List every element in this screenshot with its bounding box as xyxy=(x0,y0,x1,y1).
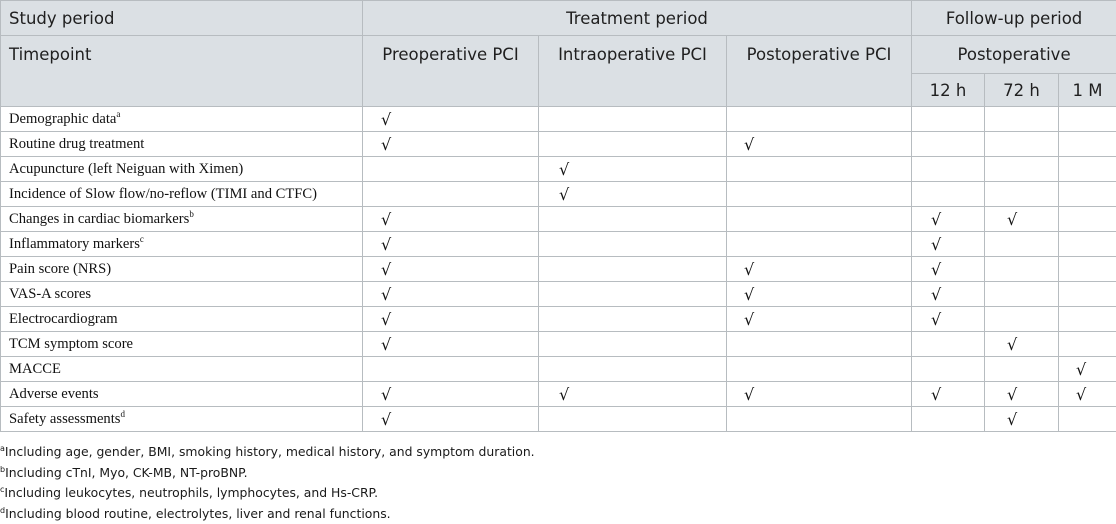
row-label xyxy=(1,107,363,132)
header-followup-period: Follow-up period xyxy=(912,1,1116,36)
row-label xyxy=(1,382,363,407)
check-mark: √ xyxy=(1007,334,1018,354)
cell-intraoperative-pci xyxy=(539,382,727,407)
cell-preoperative-pci xyxy=(363,232,539,257)
table-row xyxy=(1,382,1116,407)
cell-preoperative-pci xyxy=(363,132,539,157)
header-preoperative-pci: Preoperative PCI xyxy=(363,36,539,107)
cell-72h xyxy=(985,132,1059,157)
check-mark: √ xyxy=(931,209,942,229)
cell-intraoperative-pci xyxy=(539,107,727,132)
cell-1m xyxy=(1059,332,1116,357)
table-row xyxy=(1,332,1116,357)
check-mark: √ xyxy=(744,309,755,329)
cell-preoperative-pci xyxy=(363,107,539,132)
cell-intraoperative-pci xyxy=(539,257,727,282)
row-label-text: Electrocardiogram xyxy=(9,310,118,327)
cell-72h xyxy=(985,157,1059,182)
row-label-text: Safety assessments xyxy=(9,410,121,427)
cell-12h xyxy=(912,182,985,207)
cell-intraoperative-pci xyxy=(539,407,727,432)
cell-intraoperative-pci xyxy=(539,357,727,382)
check-mark: √ xyxy=(931,259,942,279)
cell-1m xyxy=(1059,132,1116,157)
check-mark: √ xyxy=(559,159,570,179)
cell-12h xyxy=(912,307,985,332)
row-label xyxy=(1,207,363,232)
cell-postoperative-pci xyxy=(727,357,912,382)
cell-12h xyxy=(912,257,985,282)
cell-72h xyxy=(985,332,1059,357)
cell-postoperative-pci xyxy=(727,132,912,157)
footnote-marker: a xyxy=(116,108,121,119)
row-label-text: Incidence of Slow flow/no-reflow (TIMI and CTFC) xyxy=(9,185,318,202)
cell-intraoperative-pci xyxy=(539,157,727,182)
cell-1m xyxy=(1059,232,1116,257)
check-mark: √ xyxy=(1007,209,1018,229)
cell-preoperative-pci xyxy=(363,257,539,282)
table-row xyxy=(1,182,1116,207)
cell-72h xyxy=(985,207,1059,232)
check-mark: √ xyxy=(381,209,392,229)
cell-1m xyxy=(1059,182,1116,207)
check-mark: √ xyxy=(381,284,392,304)
cell-12h xyxy=(912,357,985,382)
check-mark: √ xyxy=(931,234,942,254)
cell-postoperative-pci xyxy=(727,307,912,332)
cell-postoperative-pci xyxy=(727,157,912,182)
cell-72h xyxy=(985,232,1059,257)
cell-intraoperative-pci xyxy=(539,332,727,357)
check-mark: √ xyxy=(381,384,392,404)
row-label-text: TCM symptom score xyxy=(9,335,134,352)
footnotes xyxy=(0,442,1116,524)
check-mark: √ xyxy=(931,384,942,404)
header-72h: 72 h xyxy=(985,74,1059,107)
cell-12h xyxy=(912,382,985,407)
check-mark: √ xyxy=(931,309,942,329)
cell-postoperative-pci xyxy=(727,407,912,432)
cell-1m xyxy=(1059,382,1116,407)
header-12h: 12 h xyxy=(912,74,985,107)
check-mark: √ xyxy=(559,184,570,204)
cell-12h xyxy=(912,232,985,257)
header-study-period: Study period xyxy=(1,1,363,36)
cell-postoperative-pci xyxy=(727,207,912,232)
cell-12h xyxy=(912,107,985,132)
footnote-text: Including blood routine, electrolytes, liver and renal functions. xyxy=(5,505,391,521)
cell-intraoperative-pci xyxy=(539,132,727,157)
table-row xyxy=(1,357,1116,382)
table-row xyxy=(1,407,1116,432)
cell-preoperative-pci xyxy=(363,407,539,432)
check-mark: √ xyxy=(1007,409,1018,429)
cell-1m xyxy=(1059,207,1116,232)
row-label-text: Changes in cardiac biomarkers xyxy=(9,210,190,227)
cell-12h xyxy=(912,157,985,182)
table-row xyxy=(1,132,1116,157)
footnote xyxy=(0,463,1116,484)
footnote-text: Including age, gender, BMI, smoking history, medical history, and symptom duration. xyxy=(4,444,535,459)
check-mark: √ xyxy=(1007,384,1018,404)
cell-72h xyxy=(985,107,1059,132)
header-postoperative: Postoperative xyxy=(912,36,1116,74)
footnote-text: Including leukocytes, neutrophils, lymphocytes, and Hs-CRP. xyxy=(4,485,379,500)
cell-intraoperative-pci xyxy=(539,182,727,207)
footnote-letter: d xyxy=(0,505,6,515)
check-mark: √ xyxy=(381,334,392,354)
check-mark: √ xyxy=(381,309,392,329)
cell-1m xyxy=(1059,257,1116,282)
cell-1m xyxy=(1059,282,1116,307)
cell-intraoperative-pci xyxy=(539,307,727,332)
table-row xyxy=(1,107,1116,132)
check-mark: √ xyxy=(744,384,755,404)
check-mark: √ xyxy=(381,409,392,429)
check-mark: √ xyxy=(381,134,392,154)
footnote-letter: b xyxy=(0,464,6,474)
footnote-marker: d xyxy=(120,408,125,419)
table-row xyxy=(1,157,1116,182)
row-label xyxy=(1,407,363,432)
row-label xyxy=(1,132,363,157)
cell-postoperative-pci xyxy=(727,282,912,307)
row-label-text: Adverse events xyxy=(9,385,99,402)
row-label xyxy=(1,282,363,307)
check-mark: √ xyxy=(381,109,392,129)
cell-72h xyxy=(985,257,1059,282)
row-label-text: Acupuncture (left Neiguan with Ximen) xyxy=(9,160,244,177)
cell-preoperative-pci xyxy=(363,282,539,307)
row-label xyxy=(1,157,363,182)
check-mark: √ xyxy=(744,134,755,154)
table-row xyxy=(1,257,1116,282)
header-postoperative-pci: Postoperative PCI xyxy=(727,36,912,107)
table-row xyxy=(1,232,1116,257)
footnote xyxy=(0,483,1116,504)
header-treatment-period: Treatment period xyxy=(363,1,912,36)
cell-72h xyxy=(985,282,1059,307)
footnote-letter: c xyxy=(0,484,5,494)
footnote-marker: c xyxy=(139,233,144,244)
check-mark: √ xyxy=(381,259,392,279)
cell-intraoperative-pci xyxy=(539,207,727,232)
cell-intraoperative-pci xyxy=(539,232,727,257)
table-row xyxy=(1,307,1116,332)
row-label xyxy=(1,332,363,357)
cell-72h xyxy=(985,182,1059,207)
header-1m: 1 M xyxy=(1059,74,1116,107)
cell-preoperative-pci xyxy=(363,332,539,357)
cell-72h xyxy=(985,382,1059,407)
footnote-marker: b xyxy=(189,208,194,219)
cell-postoperative-pci xyxy=(727,107,912,132)
check-mark: √ xyxy=(931,284,942,304)
row-label-text: Inflammatory markers xyxy=(9,235,140,252)
cell-preoperative-pci xyxy=(363,382,539,407)
cell-72h xyxy=(985,407,1059,432)
check-mark: √ xyxy=(1076,384,1087,404)
cell-preoperative-pci xyxy=(363,207,539,232)
cell-72h xyxy=(985,357,1059,382)
cell-postoperative-pci xyxy=(727,332,912,357)
check-mark: √ xyxy=(744,259,755,279)
footnote-text: Including cTnI, Myo, CK-MB, NT-proBNP. xyxy=(5,464,248,480)
row-label xyxy=(1,357,363,382)
cell-postoperative-pci xyxy=(727,232,912,257)
footnote xyxy=(0,442,1116,463)
table-row xyxy=(1,207,1116,232)
footnote-letter: a xyxy=(0,443,5,453)
cell-1m xyxy=(1059,157,1116,182)
cell-preoperative-pci xyxy=(363,182,539,207)
row-label-text: Pain score (NRS) xyxy=(9,260,112,277)
cell-1m xyxy=(1059,307,1116,332)
check-mark: √ xyxy=(381,234,392,254)
cell-preoperative-pci xyxy=(363,157,539,182)
footnote xyxy=(0,504,1116,524)
cell-postoperative-pci xyxy=(727,182,912,207)
cell-preoperative-pci xyxy=(363,307,539,332)
check-mark: √ xyxy=(1076,359,1087,379)
cell-postoperative-pci xyxy=(727,257,912,282)
cell-12h xyxy=(912,332,985,357)
row-label xyxy=(1,182,363,207)
cell-1m xyxy=(1059,107,1116,132)
cell-1m xyxy=(1059,357,1116,382)
cell-12h xyxy=(912,207,985,232)
cell-1m xyxy=(1059,407,1116,432)
cell-postoperative-pci xyxy=(727,382,912,407)
cell-72h xyxy=(985,307,1059,332)
row-label xyxy=(1,257,363,282)
cell-12h xyxy=(912,282,985,307)
cell-preoperative-pci xyxy=(363,357,539,382)
row-label-text: MACCE xyxy=(9,360,61,377)
table-row xyxy=(1,282,1116,307)
cell-12h xyxy=(912,407,985,432)
row-label-text: Routine drug treatment xyxy=(9,135,145,152)
check-mark: √ xyxy=(744,284,755,304)
header-intraoperative-pci: Intraoperative PCI xyxy=(539,36,727,107)
header-timepoint: Timepoint xyxy=(1,36,363,107)
cell-12h xyxy=(912,132,985,157)
check-mark: √ xyxy=(559,384,570,404)
row-label-text: VAS-A scores xyxy=(9,285,92,302)
schedule-body xyxy=(1,107,1116,432)
cell-intraoperative-pci xyxy=(539,282,727,307)
row-label xyxy=(1,232,363,257)
row-label-text: Demographic data xyxy=(9,110,117,127)
row-label xyxy=(1,307,363,332)
